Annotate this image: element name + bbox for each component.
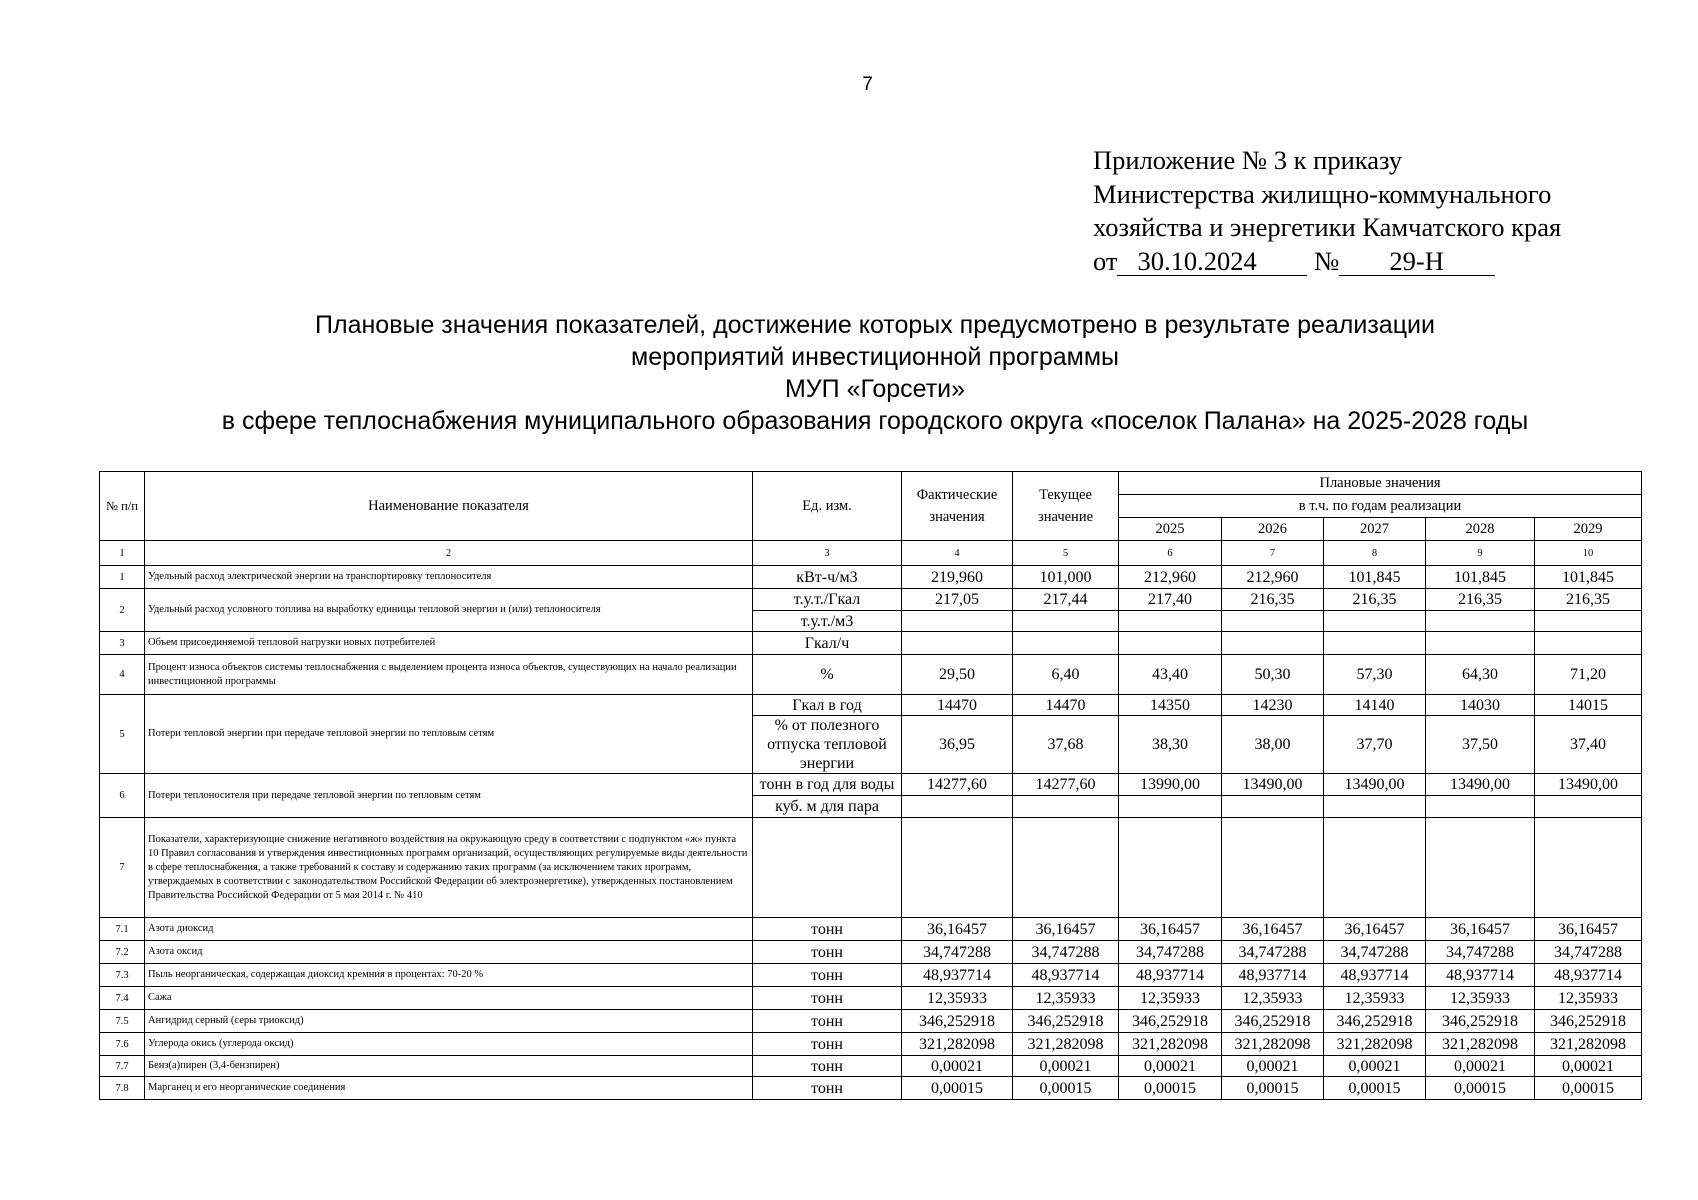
value-cell: 34,747288 (1013, 941, 1119, 964)
value-cell: 321,282098 (902, 1033, 1013, 1056)
indicator-name: Сажа (145, 987, 753, 1010)
value-cell (1119, 818, 1222, 918)
indicator-name: Ангидрид серный (серы триоксид) (145, 1010, 753, 1033)
table-row (100, 818, 1642, 918)
approval-line-2: Министерства жилищно-коммунального (1093, 178, 1552, 209)
value-cell: 321,282098 (1535, 1033, 1642, 1056)
value-cell (1426, 818, 1535, 918)
value-cell: 0,00021 (1324, 1056, 1426, 1077)
date-prefix: от (1093, 245, 1118, 276)
value-cell: 217,05 (902, 589, 1013, 611)
value-cell: 12,35933 (1119, 987, 1222, 1010)
value-cell: 14140 (1324, 695, 1426, 716)
unit-cell: % (753, 655, 902, 695)
value-cell: 216,35 (1222, 589, 1324, 611)
value-cell: 101,000 (1013, 566, 1119, 589)
indicator-name: Объем присоединяемой тепловой нагрузки новых потребителей (145, 632, 753, 655)
table-row (100, 632, 1642, 655)
value-cell: 217,40 (1119, 589, 1222, 611)
value-cell: 57,30 (1324, 655, 1426, 695)
unit-cell: Гкал в год (753, 695, 902, 716)
header-actual: Фактические значения (902, 472, 1013, 541)
unit-cell: тонн (753, 941, 902, 964)
value-cell: 0,00015 (1324, 1077, 1426, 1100)
column-number: 9 (1426, 541, 1535, 566)
value-cell (1222, 818, 1324, 918)
order-number: 29-Н (1339, 248, 1495, 276)
value-cell: 34,747288 (1535, 941, 1642, 964)
column-number: 4 (902, 541, 1013, 566)
unit-cell: куб. м для пара (753, 796, 902, 818)
value-cell: 346,252918 (902, 1010, 1013, 1033)
indicators-table (99, 471, 1642, 1100)
unit-cell: тонн в год для воды (753, 774, 902, 796)
column-number: 2 (145, 541, 753, 566)
unit-cell: тонн (753, 1056, 902, 1077)
value-cell: 37,40 (1535, 716, 1642, 774)
row-number: 7.3 (100, 964, 145, 987)
value-cell: 346,252918 (1324, 1010, 1426, 1033)
value-cell: 321,282098 (1222, 1033, 1324, 1056)
value-cell (1535, 818, 1642, 918)
unit-cell: тонн (753, 918, 902, 941)
value-cell: 13490,00 (1426, 774, 1535, 796)
header-year: 2028 (1426, 518, 1535, 541)
value-cell: 36,16457 (1324, 918, 1426, 941)
row-number: 7.1 (100, 918, 145, 941)
indicator-name: Процент износа объектов системы теплоснабжения с выделением процента износа объектов, существующих на начало реализации инвестиционной программы (145, 655, 753, 695)
value-cell: 50,30 (1222, 655, 1324, 695)
indicator-name: Азота оксид (145, 941, 753, 964)
row-number: 6 (100, 774, 145, 818)
header-year: 2026 (1222, 518, 1324, 541)
row-number: 7.5 (100, 1010, 145, 1033)
value-cell: 0,00015 (1426, 1077, 1535, 1100)
value-cell: 71,20 (1535, 655, 1642, 695)
value-cell (1535, 796, 1642, 818)
value-cell: 34,747288 (1119, 941, 1222, 964)
row-number: 5 (100, 695, 145, 774)
value-cell: 36,16457 (1426, 918, 1535, 941)
header-planned: Плановые значения (1119, 472, 1642, 495)
value-cell: 36,16457 (1222, 918, 1324, 941)
header-current: Текущее значение (1013, 472, 1119, 541)
value-cell (1222, 796, 1324, 818)
value-cell: 321,282098 (1119, 1033, 1222, 1056)
row-number: 7.4 (100, 987, 145, 1010)
unit-cell: тонн (753, 1077, 902, 1100)
row-number: 7.2 (100, 941, 145, 964)
value-cell (1013, 611, 1119, 632)
number-sign: № (1314, 245, 1340, 276)
value-cell: 14470 (1013, 695, 1119, 716)
value-cell: 13490,00 (1535, 774, 1642, 796)
value-cell: 36,16457 (1119, 918, 1222, 941)
unit-cell: Гкал/ч (753, 632, 902, 655)
value-cell (1426, 611, 1535, 632)
value-cell: 12,35933 (902, 987, 1013, 1010)
value-cell: 0,00021 (1013, 1056, 1119, 1077)
indicator-name: Бенз(а)пирен (3,4-бензпирен) (145, 1056, 753, 1077)
value-cell: 34,747288 (1324, 941, 1426, 964)
value-cell: 219,960 (902, 566, 1013, 589)
value-cell (1426, 632, 1535, 655)
value-cell (1119, 796, 1222, 818)
approval-line-1: Приложение № 3 к приказу (1093, 145, 1403, 175)
value-cell: 48,937714 (902, 964, 1013, 987)
column-number: 8 (1324, 541, 1426, 566)
value-cell: 14230 (1222, 695, 1324, 716)
value-cell: 101,845 (1426, 566, 1535, 589)
value-cell (1535, 611, 1642, 632)
value-cell: 13490,00 (1324, 774, 1426, 796)
page-number: 7 (862, 74, 873, 95)
table-row (100, 1056, 1642, 1077)
value-cell: 212,960 (1119, 566, 1222, 589)
document-title (140, 309, 1610, 437)
row-number: 7 (100, 818, 145, 918)
header-year: 2027 (1324, 518, 1426, 541)
column-number: 10 (1535, 541, 1642, 566)
indicator-name: Марганец и его неорганические соединения (145, 1077, 753, 1100)
value-cell: 48,937714 (1535, 964, 1642, 987)
value-cell (902, 818, 1013, 918)
value-cell: 36,95 (902, 716, 1013, 774)
title-line-3: МУП «Горсети» (784, 375, 966, 403)
indicator-name: Потери теплоносителя при передаче тепловой энергии по тепловым сетям (145, 774, 753, 818)
row-number: 7.8 (100, 1077, 145, 1100)
value-cell: 34,747288 (1426, 941, 1535, 964)
value-cell: 34,747288 (1222, 941, 1324, 964)
value-cell: 101,845 (1324, 566, 1426, 589)
unit-cell: тонн (753, 987, 902, 1010)
value-cell: 216,35 (1324, 589, 1426, 611)
value-cell: 12,35933 (1013, 987, 1119, 1010)
value-cell: 14350 (1119, 695, 1222, 716)
value-cell (1013, 796, 1119, 818)
table-row (100, 1033, 1642, 1056)
approval-line-3: хозяйства и энергетики Камчатского края (1093, 212, 1562, 242)
value-cell: 48,937714 (1119, 964, 1222, 987)
value-cell (902, 796, 1013, 818)
value-cell: 34,747288 (902, 941, 1013, 964)
value-cell: 64,30 (1426, 655, 1535, 695)
column-number: 3 (753, 541, 902, 566)
value-cell (1535, 632, 1642, 655)
header-by-years: в т.ч. по годам реализации (1119, 495, 1642, 518)
value-cell: 6,40 (1013, 655, 1119, 695)
approval-date-line (1093, 245, 1561, 279)
indicator-name: Азота диоксид (145, 918, 753, 941)
value-cell: 0,00015 (1013, 1077, 1119, 1100)
unit-cell: % от полезного отпуска тепловой энергии (753, 716, 902, 774)
value-cell: 48,937714 (1013, 964, 1119, 987)
value-cell: 321,282098 (1013, 1033, 1119, 1056)
indicator-name: Удельный расход электрической энергии на транспортировку теплоносителя (145, 566, 753, 589)
table-row (100, 964, 1642, 987)
value-cell: 37,50 (1426, 716, 1535, 774)
value-cell: 0,00021 (902, 1056, 1013, 1077)
column-number: 7 (1222, 541, 1324, 566)
value-cell: 0,00021 (1426, 1056, 1535, 1077)
header-name: Наименование показателя (145, 472, 753, 541)
title-line-2: мероприятий инвестиционной программы (631, 343, 1119, 371)
table-row (100, 941, 1642, 964)
value-cell (1119, 632, 1222, 655)
value-cell (1324, 632, 1426, 655)
value-cell (1324, 818, 1426, 918)
indicator-name: Потери тепловой энергии при передаче тепловой энергии по тепловым сетям (145, 695, 753, 774)
approval-block (1093, 144, 1561, 278)
header-no: № п/п (100, 472, 145, 541)
value-cell: 36,16457 (1013, 918, 1119, 941)
table-row (100, 918, 1642, 941)
row-number: 1 (100, 566, 145, 589)
value-cell: 0,00021 (1222, 1056, 1324, 1077)
value-cell: 12,35933 (1426, 987, 1535, 1010)
table-row (100, 655, 1642, 695)
value-cell: 0,00015 (1535, 1077, 1642, 1100)
title-line-1: Плановые значения показателей, достижение которых предусмотрено в результате реализации (315, 311, 1435, 339)
value-cell: 0,00015 (902, 1077, 1013, 1100)
indicator-name: Показатели, характеризующие снижение негативного воздействия на окружающую среду в соответствии с подпунктом «ж» пункта 10 Правил согласования и утверждения инвестиционных программ организаций, осуществляющих регулируемые виды деятельности в сфере теплоснабжения, а также требований к составу и содержанию таких программ (за исключением таких программ, утверждаемых в соответствии с законодательством Российской Федерации об электроэнергетике), утвержденных постановлением Правительства Российской Федерации от 5 мая 2014 г. № 410 (145, 818, 753, 918)
value-cell: 13990,00 (1119, 774, 1222, 796)
value-cell: 14277,60 (1013, 774, 1119, 796)
unit-cell: тонн (753, 1033, 902, 1056)
value-cell: 38,00 (1222, 716, 1324, 774)
header-unit: Ед. изм. (753, 472, 902, 541)
unit-cell (753, 818, 902, 918)
table-body (100, 566, 1642, 1100)
table-row (100, 1077, 1642, 1100)
header-year: 2029 (1535, 518, 1642, 541)
indicator-name: Удельный расход условного топлива на выработку единицы тепловой энергии и (или) теплоносителя (145, 589, 753, 632)
value-cell: 0,00015 (1119, 1077, 1222, 1100)
value-cell: 321,282098 (1426, 1033, 1535, 1056)
value-cell: 216,35 (1535, 589, 1642, 611)
value-cell: 346,252918 (1119, 1010, 1222, 1033)
table-row (100, 987, 1642, 1010)
row-number: 7.7 (100, 1056, 145, 1077)
value-cell: 36,16457 (1535, 918, 1642, 941)
table-row (100, 589, 1642, 611)
unit-cell: тонн (753, 1010, 902, 1033)
row-number: 3 (100, 632, 145, 655)
value-cell: 48,937714 (1324, 964, 1426, 987)
value-cell: 36,16457 (902, 918, 1013, 941)
value-cell: 12,35933 (1535, 987, 1642, 1010)
value-cell: 13490,00 (1222, 774, 1324, 796)
value-cell: 346,252918 (1013, 1010, 1119, 1033)
column-number: 6 (1119, 541, 1222, 566)
value-cell: 346,252918 (1222, 1010, 1324, 1033)
value-cell: 14015 (1535, 695, 1642, 716)
table-row (100, 1010, 1642, 1033)
unit-cell: кВт-ч/м3 (753, 566, 902, 589)
value-cell: 29,50 (902, 655, 1013, 695)
row-number: 4 (100, 655, 145, 695)
unit-cell: т.у.т./м3 (753, 611, 902, 632)
value-cell: 217,44 (1013, 589, 1119, 611)
value-cell (1324, 796, 1426, 818)
value-cell: 37,68 (1013, 716, 1119, 774)
indicator-name: Углерода окись (углерода оксид) (145, 1033, 753, 1056)
value-cell (1222, 632, 1324, 655)
value-cell: 212,960 (1222, 566, 1324, 589)
value-cell: 346,252918 (1426, 1010, 1535, 1033)
value-cell: 14470 (902, 695, 1013, 716)
value-cell: 12,35933 (1324, 987, 1426, 1010)
value-cell: 38,30 (1119, 716, 1222, 774)
value-cell: 0,00021 (1535, 1056, 1642, 1077)
value-cell (1222, 611, 1324, 632)
value-cell: 0,00021 (1119, 1056, 1222, 1077)
value-cell: 43,40 (1119, 655, 1222, 695)
value-cell: 321,282098 (1324, 1033, 1426, 1056)
value-cell: 12,35933 (1222, 987, 1324, 1010)
value-cell (1119, 611, 1222, 632)
table-row (100, 695, 1642, 716)
unit-cell: т.у.т./Гкал (753, 589, 902, 611)
value-cell (902, 632, 1013, 655)
value-cell: 346,252918 (1535, 1010, 1642, 1033)
title-line-4: в сфере теплоснабжения муниципального образования городского округа «поселок Палана» на 2025-2028 годы (221, 407, 1529, 435)
value-cell (1013, 818, 1119, 918)
value-cell: 37,70 (1324, 716, 1426, 774)
value-cell: 0,00015 (1222, 1077, 1324, 1100)
value-cell: 101,845 (1535, 566, 1642, 589)
row-number: 7.6 (100, 1033, 145, 1056)
table-row (100, 566, 1642, 589)
indicator-name: Пыль неорганическая, содержащая диоксид кремния в процентах: 70-20 % (145, 964, 753, 987)
column-number: 1 (100, 541, 145, 566)
order-date: 30.10.2024 (1117, 248, 1307, 276)
column-number: 5 (1013, 541, 1119, 566)
unit-cell: тонн (753, 964, 902, 987)
value-cell (902, 611, 1013, 632)
value-cell: 14277,60 (902, 774, 1013, 796)
header-year: 2025 (1119, 518, 1222, 541)
value-cell: 48,937714 (1222, 964, 1324, 987)
value-cell: 48,937714 (1426, 964, 1535, 987)
value-cell (1426, 796, 1535, 818)
value-cell: 216,35 (1426, 589, 1535, 611)
value-cell: 14030 (1426, 695, 1535, 716)
table-row (100, 774, 1642, 796)
value-cell (1324, 611, 1426, 632)
row-number: 2 (100, 589, 145, 632)
value-cell (1013, 632, 1119, 655)
